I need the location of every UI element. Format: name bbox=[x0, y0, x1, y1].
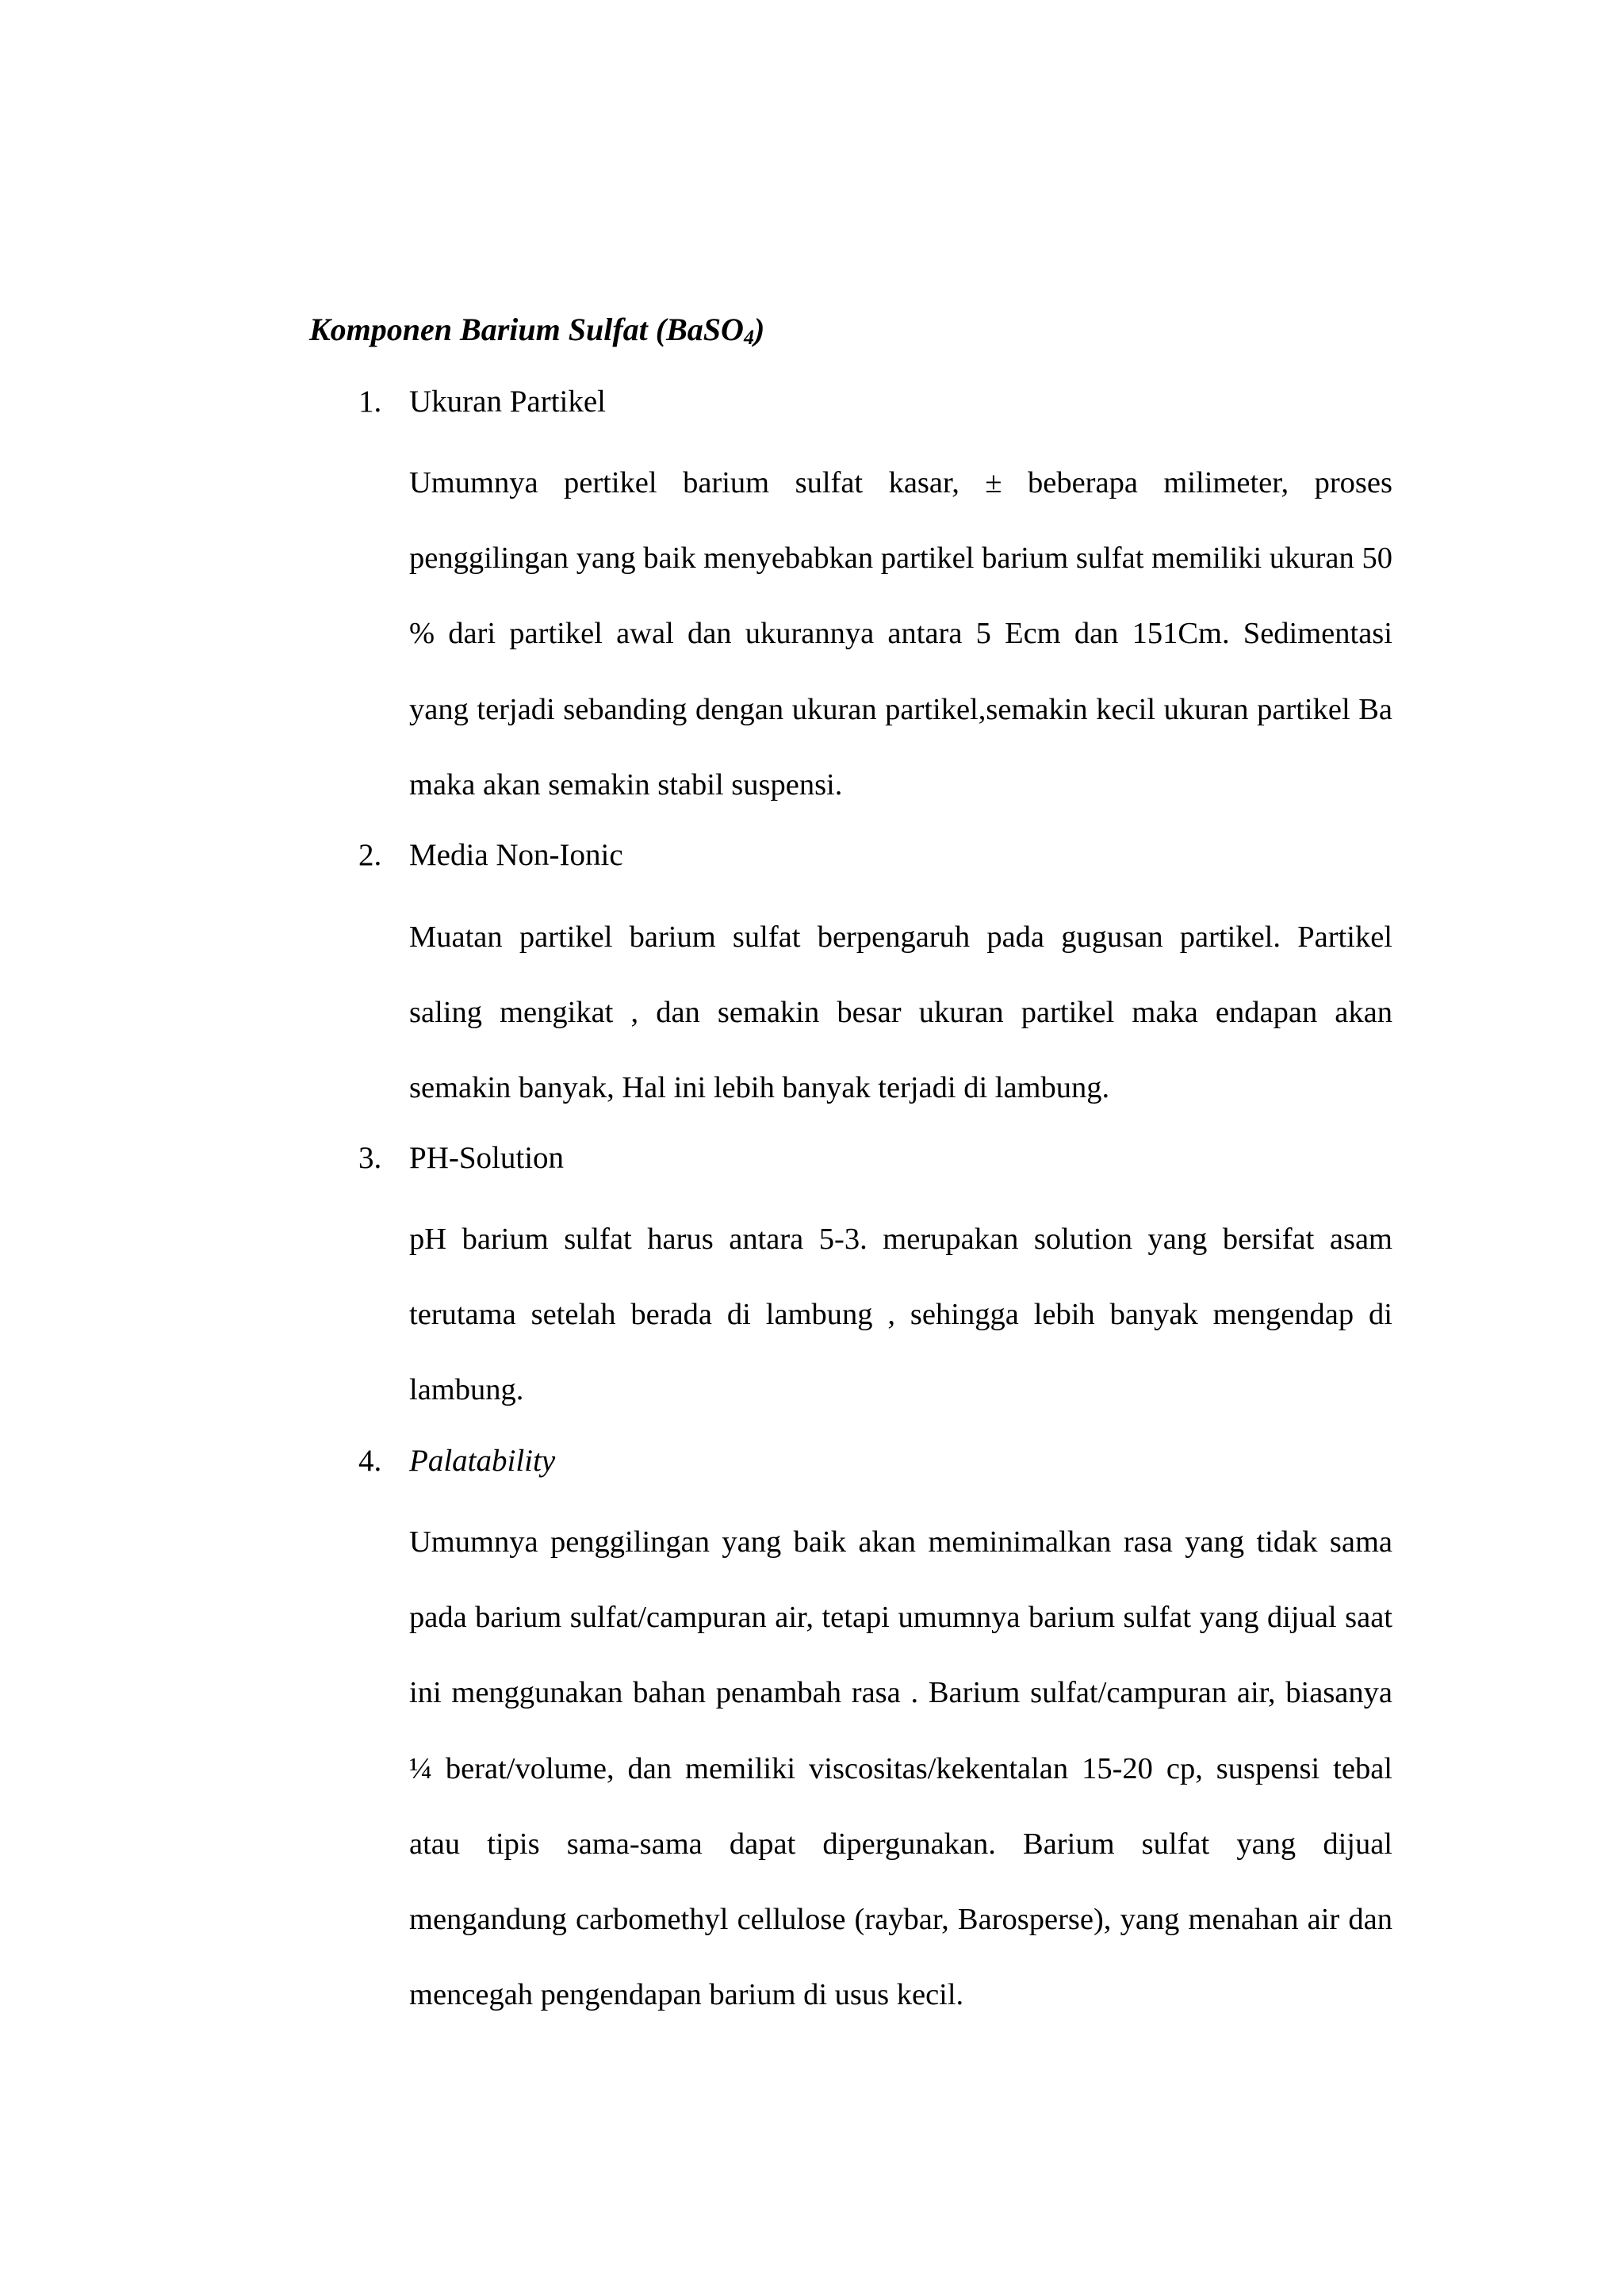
list-number-3: 3. bbox=[358, 1141, 382, 1175]
section-heading bbox=[309, 311, 764, 349]
list-title-3: PH-Solution bbox=[409, 1141, 565, 1175]
heading-subscript: 4 bbox=[743, 326, 754, 349]
list-paragraph-3: pH barium sulfat harus antara 5-3. merupakan solution yang bersifat asam terutama setelah berada di lambung , sehingga lebih banyak mengendap di lambung. bbox=[409, 1223, 1392, 1407]
list-title-4: Palatability bbox=[409, 1444, 556, 1478]
list-number-4: 4. bbox=[358, 1444, 382, 1478]
list-number-1: 1. bbox=[358, 385, 382, 419]
heading-close: ) bbox=[753, 312, 765, 347]
list-title-2: Media Non-Ionic bbox=[409, 838, 623, 872]
list-title-1: Ukuran Partikel bbox=[409, 385, 607, 419]
list-paragraph-2: Muatan partikel barium sulfat berpengaruh pada gugusan partikel. Partikel saling mengikat , dan semakin besar ukuran partikel maka endapan akan semakin banyak, Hal ini lebih banyak terjadi di lambung. bbox=[409, 920, 1392, 1105]
list-number-2: 2. bbox=[358, 838, 382, 872]
list-paragraph-1: Umumnya pertikel barium sulfat kasar, ± beberapa milimeter, proses penggilingan yang baik menyebabkan partikel barium sulfat memiliki ukuran 50 % dari partikel awal dan ukurannya antara 5 Ecm dan 151Cm. Sedimentasi yang terjadi sebanding dengan ukuran partikel,semakin kecil ukuran partikel Ba maka akan semakin stabil suspensi. bbox=[409, 466, 1392, 802]
list-paragraph-4: Umumnya penggilingan yang baik akan meminimalkan rasa yang tidak sama pada barium sulfat/campuran air, tetapi umumnya barium sulfat yang dijual saat ini menggunakan bahan penambah rasa . Barium sulfat/campuran air, biasanya ¼ berat/volume, dan memiliki viscositas/kekentalan 15-20 cp, suspensi tebal atau tipis sama-sama dapat dipergunakan. Barium sulfat yang dijual mengandung carbomethyl cellulose (raybar, Barosperse), yang menahan air dan mencegah pengendapan barium di usus kecil. bbox=[409, 1525, 1392, 2012]
heading-text: Komponen Barium Sulfat (BaSO bbox=[309, 312, 744, 347]
